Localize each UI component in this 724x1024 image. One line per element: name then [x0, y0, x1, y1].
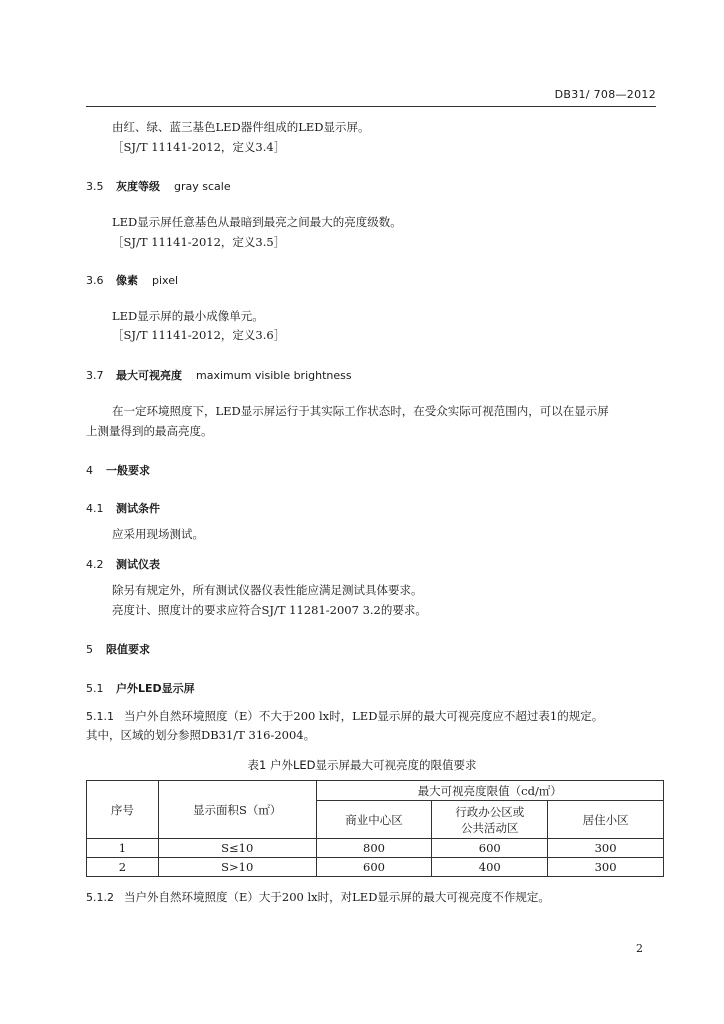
document-code: DB31/ 708—2012 [554, 88, 656, 101]
s512-text: 当户外自然环境照度（E）大于200 lx时，对LED显示屏的最大可视亮度不作规定。 [124, 890, 550, 904]
s42-heading [86, 556, 160, 572]
header-commercial-zone: 商业中心区 [316, 801, 432, 839]
s37-body-line1: 在一定环境照度下，LED显示屏运行于其实际工作状态时，在受众实际可视范围内，可以在显示屏 [112, 404, 609, 418]
s42-body-line2: 亮度计、照度计的要求应符合SJ/T 11281-2007 3.2的要求。 [112, 603, 427, 617]
s511-body-line1 [86, 708, 603, 725]
cell-commercial: 600 [316, 858, 432, 877]
table-row [87, 858, 664, 877]
s511-number: 5.1.1 [86, 710, 114, 723]
s512-body [86, 889, 550, 906]
s35-body: LED显示屏任意基色从最暗到最亮之间最大的亮度级数。 [112, 215, 402, 229]
s4-number: 4 [86, 464, 93, 477]
s36-number: 3.6 [86, 274, 104, 287]
s51-number: 5.1 [86, 682, 104, 695]
s511-body-line2: 其中，区域的划分参照DB31/T 316-2004。 [86, 728, 316, 742]
s36-english: pixel [152, 274, 179, 287]
s5-number: 5 [86, 643, 93, 656]
s41-body: 应采用现场测试。 [112, 527, 204, 541]
table-caption: 表1 户外LED显示屏最大可视亮度的限值要求 [247, 758, 477, 772]
s35-reference: ［SJ/T 11141-2012，定义3.5］ [112, 235, 286, 249]
s5-title: 限值要求 [106, 643, 150, 656]
header-display-area: 显示面积S（㎡） [158, 781, 316, 839]
header-max-brightness-limit: 最大可视亮度限值（cd/㎡） [316, 781, 663, 801]
s41-heading [86, 500, 160, 516]
s512-number: 5.1.2 [86, 891, 114, 904]
header-rule [86, 106, 656, 107]
cell-admin: 400 [432, 858, 548, 877]
s35-title: 灰度等级 [116, 180, 160, 193]
header-admin-zone [432, 801, 548, 839]
header-admin-zone-line1: 行政办公区或 [455, 804, 525, 819]
s42-body-line1: 除另有规定外，所有测试仪器仪表性能应满足测试具体要求。 [112, 583, 423, 597]
page-number: 2 [636, 942, 643, 955]
s42-title: 测试仪表 [116, 558, 160, 571]
s51-title: 户外LED显示屏 [116, 682, 195, 695]
s36-reference: ［SJ/T 11141-2012，定义3.6］ [112, 328, 286, 342]
header-serial-no: 序号 [87, 781, 159, 839]
s35-heading [86, 178, 231, 194]
s37-number: 3.7 [86, 369, 104, 382]
s42-number: 4.2 [86, 558, 104, 571]
s511-text: 当户外自然环境照度（E）不大于200 lx时，LED显示屏的最大可视亮度应不超过表1的规定。 [124, 709, 604, 723]
s34-reference: ［SJ/T 11141-2012，定义3.4］ [112, 140, 286, 154]
limit-table [86, 780, 664, 877]
s36-title: 像素 [116, 274, 138, 287]
s4-heading [86, 462, 150, 478]
s34-text: 由红、绿、蓝三基色LED器件组成的LED显示屏。 [112, 120, 370, 134]
cell-display-area: S≤10 [158, 839, 316, 858]
header-residential-zone: 居住小区 [548, 801, 664, 839]
s37-body-line2: 上测量得到的最高亮度。 [86, 424, 213, 438]
cell-residential: 300 [548, 839, 664, 858]
cell-admin: 600 [432, 839, 548, 858]
s51-heading [86, 680, 195, 696]
cell-display-area: S>10 [158, 858, 316, 877]
s35-english: gray scale [174, 180, 231, 193]
s36-body: LED显示屏的最小成像单元。 [112, 309, 264, 323]
s37-title: 最大可视亮度 [116, 369, 182, 382]
cell-residential: 300 [548, 858, 664, 877]
s37-heading [86, 367, 352, 383]
s37-english: maximum visible brightness [196, 369, 352, 382]
cell-commercial: 800 [316, 839, 432, 858]
cell-serial-no: 1 [87, 839, 159, 858]
s5-heading [86, 641, 150, 657]
s36-heading [86, 272, 178, 288]
cell-serial-no: 2 [87, 858, 159, 877]
table-row [87, 839, 664, 858]
s41-number: 4.1 [86, 502, 104, 515]
header-admin-zone-line2: 公共活动区 [461, 820, 519, 835]
s4-title: 一般要求 [106, 464, 150, 477]
s41-title: 测试条件 [116, 502, 160, 515]
s35-number: 3.5 [86, 180, 104, 193]
